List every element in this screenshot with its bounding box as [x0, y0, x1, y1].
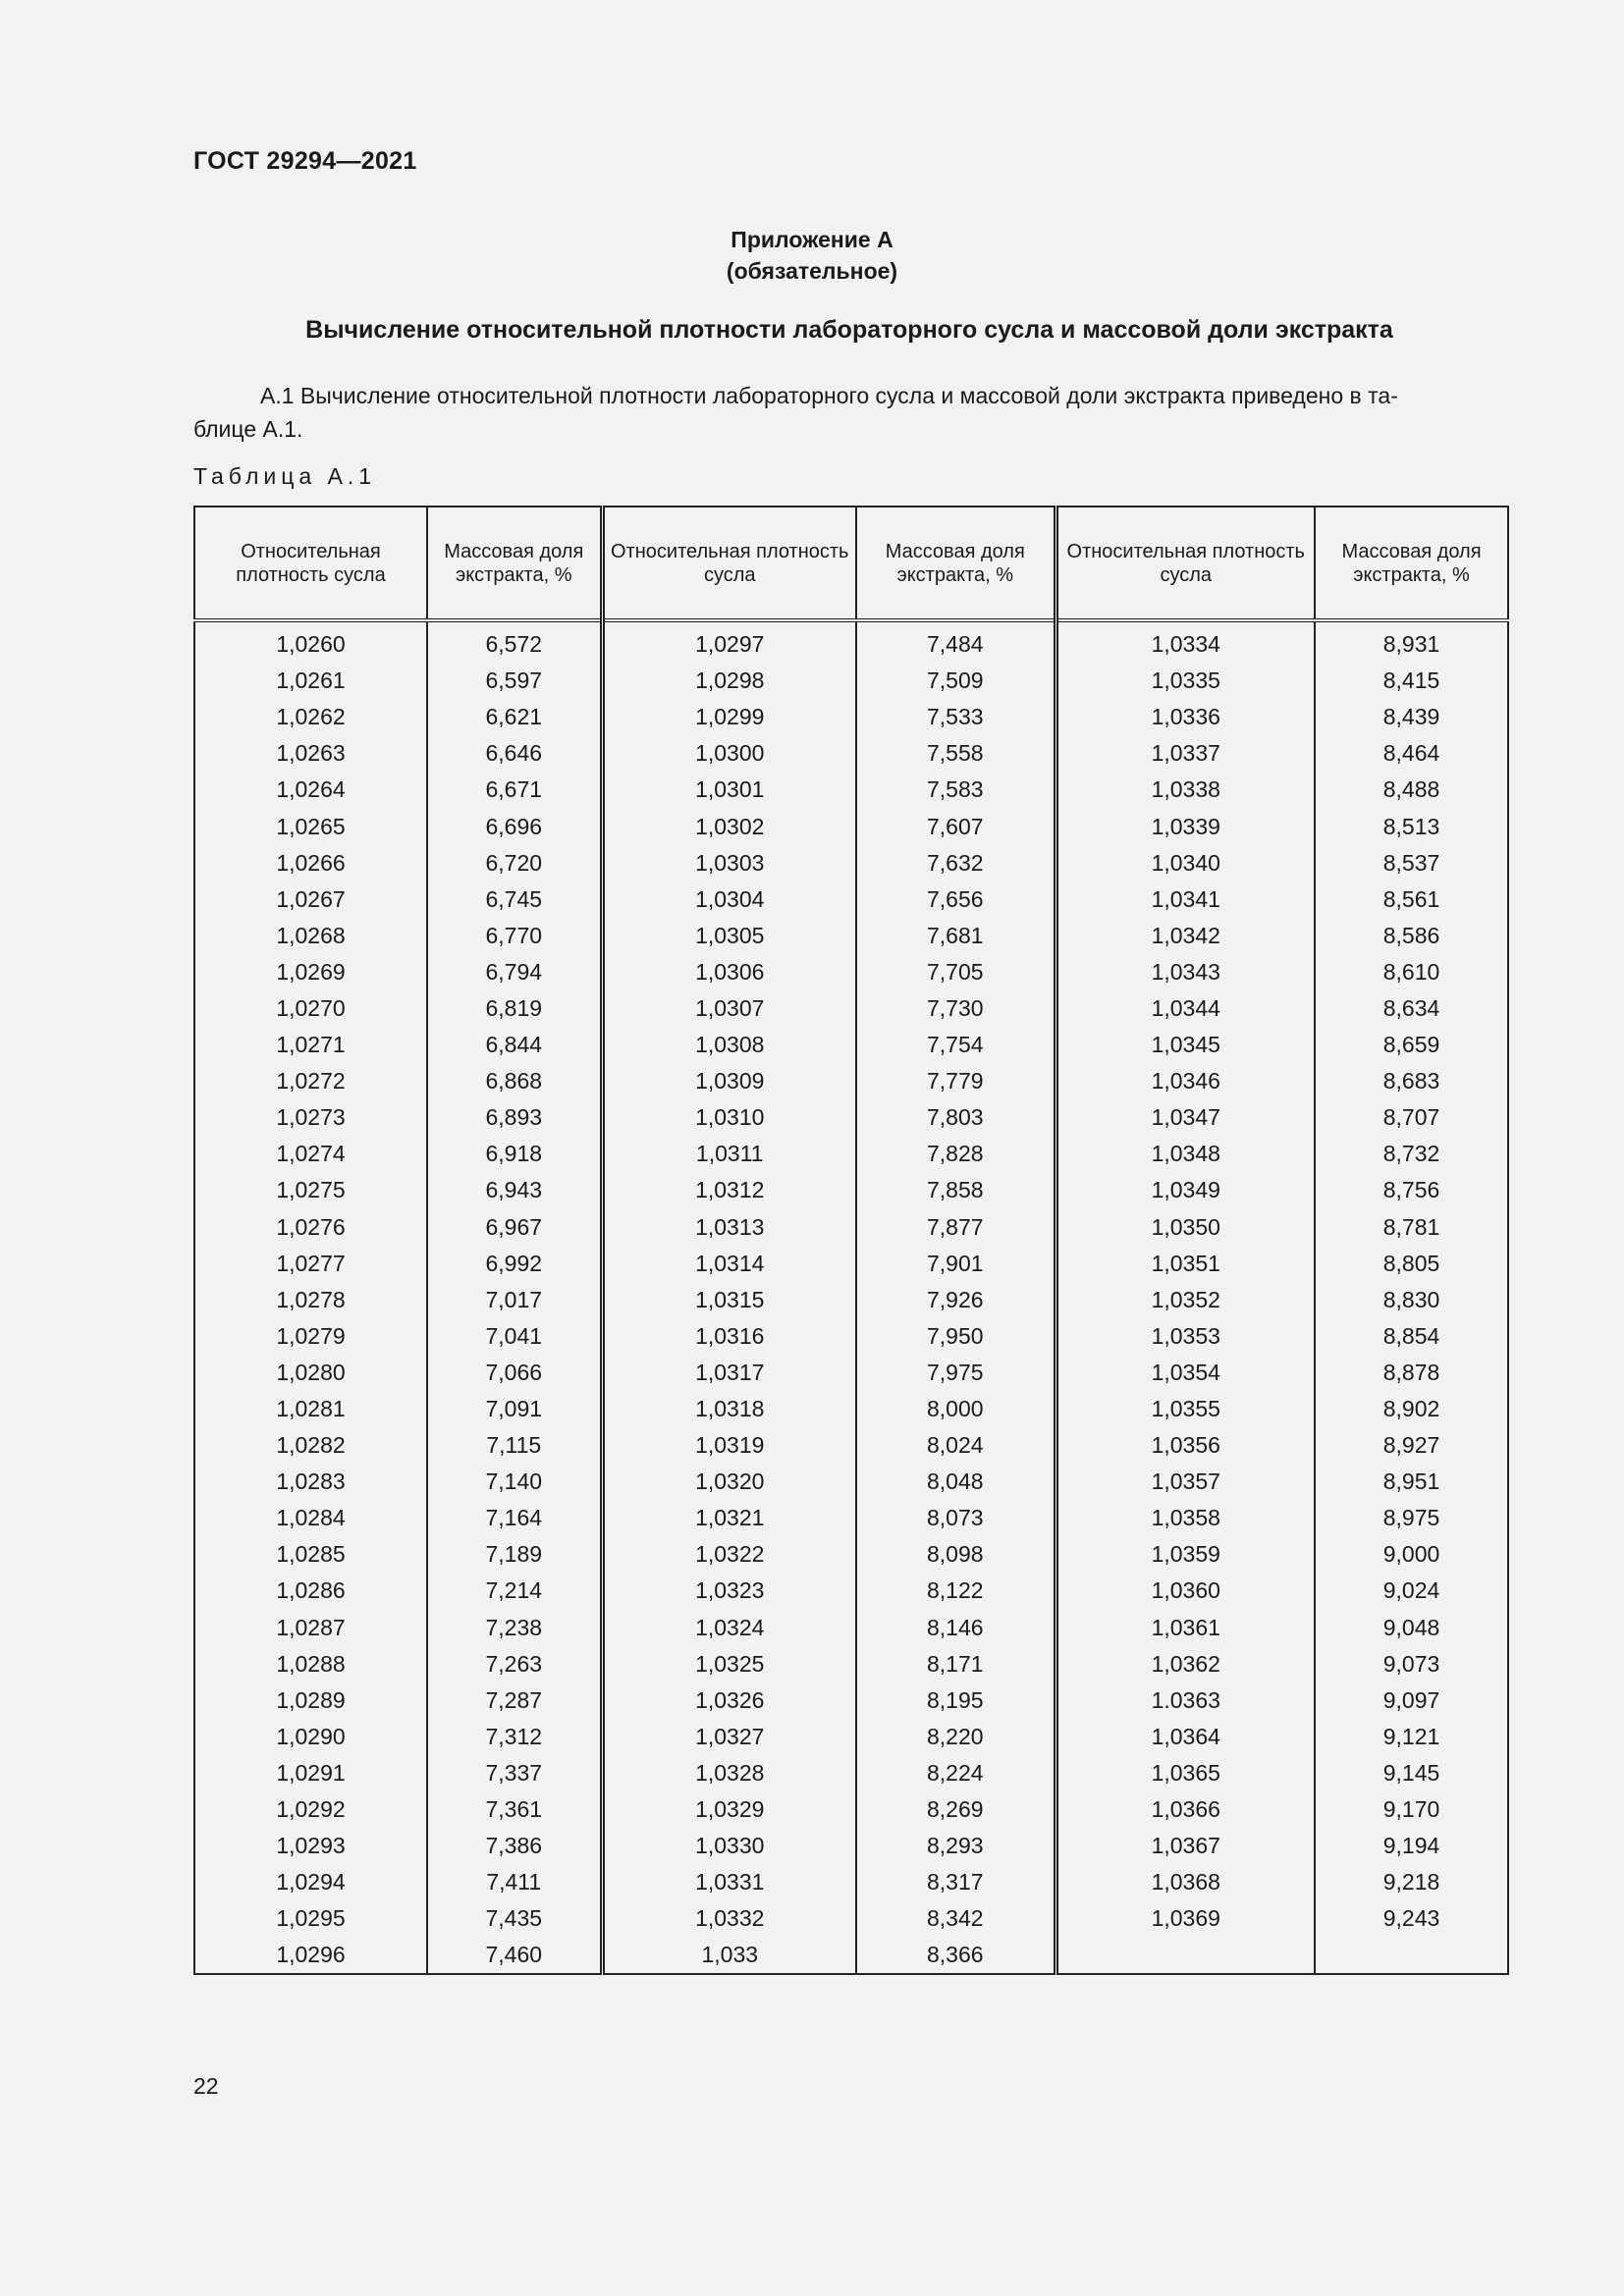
cell-extract-2: 7,509: [856, 663, 1056, 699]
cell-density-2: 1,0325: [602, 1646, 856, 1682]
cell-density-3: 1,0342: [1056, 918, 1315, 954]
cell-density-2: 1,0310: [602, 1099, 856, 1136]
cell-extract-1: 6,992: [427, 1246, 602, 1282]
cell-extract-2: 8,293: [856, 1828, 1056, 1864]
cell-density-1: 1,0269: [194, 954, 427, 990]
cell-density-1: 1,0287: [194, 1610, 427, 1646]
cell-density-2: 1,0326: [602, 1682, 856, 1719]
table-row: [194, 772, 1508, 808]
cell-extract-1: 7,066: [427, 1355, 602, 1391]
cell-extract-1: 7,140: [427, 1464, 602, 1500]
cell-extract-1: 6,572: [427, 620, 602, 663]
cell-density-3: 1,0361: [1056, 1610, 1315, 1646]
cell-extract-1: 7,214: [427, 1573, 602, 1609]
cell-density-2: 1,0321: [602, 1500, 856, 1536]
cell-extract-3: 8,756: [1315, 1172, 1508, 1208]
cell-extract-2: 7,558: [856, 735, 1056, 772]
cell-extract-2: 7,926: [856, 1282, 1056, 1318]
cell-density-1: 1,0281: [194, 1391, 427, 1427]
cell-density-3: 1,0355: [1056, 1391, 1315, 1427]
cell-extract-1: 7,411: [427, 1864, 602, 1900]
cell-extract-3: 8,902: [1315, 1391, 1508, 1427]
cell-extract-2: 8,122: [856, 1573, 1056, 1609]
cell-density-1: 1,0285: [194, 1536, 427, 1573]
table-row: [194, 1318, 1508, 1355]
table-header-row: [194, 507, 1508, 620]
cell-extract-3: 8,561: [1315, 881, 1508, 918]
table-row: [194, 699, 1508, 735]
table-row: [194, 1209, 1508, 1246]
cell-extract-2: 7,858: [856, 1172, 1056, 1208]
cell-extract-2: 8,098: [856, 1536, 1056, 1573]
cell-density-2: 1,0301: [602, 772, 856, 808]
cell-density-1: 1,0272: [194, 1063, 427, 1099]
cell-extract-3: 8,634: [1315, 990, 1508, 1027]
cell-density-3: 1,0357: [1056, 1464, 1315, 1500]
cell-density-1: 1,0283: [194, 1464, 427, 1500]
cell-density-3: 1,0367: [1056, 1828, 1315, 1864]
cell-density-1: 1,0288: [194, 1646, 427, 1682]
cell-density-3: 1,0366: [1056, 1791, 1315, 1828]
col-header-extract-1: Массовая доля экстракта, %: [427, 507, 602, 620]
cell-extract-2: 7,803: [856, 1099, 1056, 1136]
cell-density-3: 1,0362: [1056, 1646, 1315, 1682]
cell-density-1: 1,0295: [194, 1900, 427, 1937]
cell-density-2: 1,0332: [602, 1900, 856, 1937]
cell-density-1: 1,0265: [194, 808, 427, 844]
cell-density-2: 1,0306: [602, 954, 856, 990]
cell-density-2: 1,0313: [602, 1209, 856, 1246]
cell-extract-1: 6,745: [427, 881, 602, 918]
cell-extract-1: 6,770: [427, 918, 602, 954]
cell-extract-1: 6,597: [427, 663, 602, 699]
cell-density-2: 1,0318: [602, 1391, 856, 1427]
table-caption: Таблица А.1: [193, 463, 377, 489]
cell-density-2: 1,0323: [602, 1573, 856, 1609]
cell-extract-1: 7,115: [427, 1427, 602, 1464]
cell-density-3: 1,0364: [1056, 1719, 1315, 1755]
cell-density-3: 1,0350: [1056, 1209, 1315, 1246]
cell-density-2: 1,0330: [602, 1828, 856, 1864]
cell-extract-3: 9,048: [1315, 1610, 1508, 1646]
table-row: [194, 1136, 1508, 1172]
cell-extract-1: 7,312: [427, 1719, 602, 1755]
cell-extract-1: 7,091: [427, 1391, 602, 1427]
cell-extract-2: 7,950: [856, 1318, 1056, 1355]
cell-density-1: 1,0277: [194, 1246, 427, 1282]
cell-extract-3: 8,830: [1315, 1282, 1508, 1318]
cell-density-3: 1,0337: [1056, 735, 1315, 772]
cell-density-2: 1,0320: [602, 1464, 856, 1500]
cell-density-2: 1,0328: [602, 1755, 856, 1791]
cell-extract-1: 7,287: [427, 1682, 602, 1719]
cell-extract-2: 8,269: [856, 1791, 1056, 1828]
table-row: [194, 954, 1508, 990]
cell-density-3: 1,0339: [1056, 808, 1315, 844]
table-row: [194, 845, 1508, 881]
cell-density-3: 1,0353: [1056, 1318, 1315, 1355]
appendix-title: Приложение А: [731, 227, 893, 252]
cell-extract-2: 7,583: [856, 772, 1056, 808]
table-row: [194, 1610, 1508, 1646]
cell-extract-3: 9,218: [1315, 1864, 1508, 1900]
cell-extract-2: 7,484: [856, 620, 1056, 663]
cell-density-3: [1056, 1937, 1315, 1974]
cell-density-1: 1,0291: [194, 1755, 427, 1791]
cell-density-1: 1,0263: [194, 735, 427, 772]
cell-density-2: 1,033: [602, 1937, 856, 1974]
cell-density-1: 1,0260: [194, 620, 427, 663]
cell-extract-3: 8,513: [1315, 808, 1508, 844]
cell-extract-1: 7,189: [427, 1536, 602, 1573]
section-title: Вычисление относительной плотности лабораторного сусла и массовой доли экстракта: [305, 316, 1393, 344]
cell-density-2: 1,0303: [602, 845, 856, 881]
cell-density-1: 1,0293: [194, 1828, 427, 1864]
cell-density-1: 1,0294: [194, 1864, 427, 1900]
cell-density-1: 1,0289: [194, 1682, 427, 1719]
cell-density-1: 1,0264: [194, 772, 427, 808]
cell-extract-1: 6,819: [427, 990, 602, 1027]
cell-extract-3: 8,878: [1315, 1355, 1508, 1391]
cell-extract-1: 6,671: [427, 772, 602, 808]
cell-density-1: 1,0292: [194, 1791, 427, 1828]
cell-density-2: 1,0327: [602, 1719, 856, 1755]
table-row: [194, 1864, 1508, 1900]
cell-density-2: 1,0331: [602, 1864, 856, 1900]
cell-extract-2: 7,705: [856, 954, 1056, 990]
cell-extract-3: 8,415: [1315, 663, 1508, 699]
cell-extract-3: 8,854: [1315, 1318, 1508, 1355]
cell-extract-2: 7,607: [856, 808, 1056, 844]
cell-extract-1: 7,238: [427, 1610, 602, 1646]
table-row: [194, 1099, 1508, 1136]
table-row: [194, 1246, 1508, 1282]
table-row: [194, 1719, 1508, 1755]
cell-extract-3: 8,439: [1315, 699, 1508, 735]
cell-density-2: 1,0316: [602, 1318, 856, 1355]
cell-density-2: 1,0311: [602, 1136, 856, 1172]
cell-extract-1: 7,361: [427, 1791, 602, 1828]
cell-extract-2: 8,317: [856, 1864, 1056, 1900]
page-number: 22: [193, 2073, 219, 2099]
cell-extract-1: 6,646: [427, 735, 602, 772]
intro-line-1: А.1 Вычисление относительной плотности лабораторного сусла и массовой доли экстракта приведено в та-: [260, 383, 1398, 408]
cell-density-3: 1,0351: [1056, 1246, 1315, 1282]
table-row: [194, 1536, 1508, 1573]
cell-extract-2: 7,877: [856, 1209, 1056, 1246]
col-header-extract-2: Массовая доля экстракта, %: [856, 507, 1056, 620]
cell-extract-2: 7,681: [856, 918, 1056, 954]
cell-density-3: 1,0334: [1056, 620, 1315, 663]
cell-density-1: 1,0284: [194, 1500, 427, 1536]
table-row: [194, 808, 1508, 844]
intro-line-2: блице А.1.: [193, 416, 303, 442]
cell-extract-2: 7,632: [856, 845, 1056, 881]
cell-extract-3: 9,170: [1315, 1791, 1508, 1828]
cell-density-3: 1,0347: [1056, 1099, 1315, 1136]
cell-extract-3: 9,194: [1315, 1828, 1508, 1864]
cell-density-3: 1,0344: [1056, 990, 1315, 1027]
table-row: [194, 620, 1508, 663]
cell-density-2: 1,0329: [602, 1791, 856, 1828]
cell-extract-2: 8,366: [856, 1937, 1056, 1974]
table-row: [194, 1464, 1508, 1500]
cell-extract-3: 8,781: [1315, 1209, 1508, 1246]
cell-extract-3: 9,097: [1315, 1682, 1508, 1719]
cell-density-1: 1,0266: [194, 845, 427, 881]
intro-paragraph: [193, 379, 1509, 446]
cell-extract-2: 8,000: [856, 1391, 1056, 1427]
cell-density-1: 1,0280: [194, 1355, 427, 1391]
table-row: [194, 918, 1508, 954]
cell-density-3: 1.0363: [1056, 1682, 1315, 1719]
cell-density-3: 1,0359: [1056, 1536, 1315, 1573]
cell-density-3: 1,0369: [1056, 1900, 1315, 1937]
table-row: [194, 990, 1508, 1027]
cell-density-2: 1,0317: [602, 1355, 856, 1391]
density-table: [193, 506, 1509, 1975]
cell-extract-3: 8,610: [1315, 954, 1508, 990]
col-header-density-2: Относительная плотность сусла: [602, 507, 856, 620]
cell-extract-1: 6,720: [427, 845, 602, 881]
table-row: [194, 1391, 1508, 1427]
cell-extract-3: 8,732: [1315, 1136, 1508, 1172]
table-row: [194, 1900, 1508, 1937]
cell-extract-2: 8,048: [856, 1464, 1056, 1500]
cell-extract-3: 8,975: [1315, 1500, 1508, 1536]
appendix-heading: [0, 224, 1624, 287]
cell-density-1: 1,0276: [194, 1209, 427, 1246]
cell-density-3: 1,0354: [1056, 1355, 1315, 1391]
table-row: [194, 1937, 1508, 1974]
cell-extract-2: 7,828: [856, 1136, 1056, 1172]
cell-density-1: 1,0267: [194, 881, 427, 918]
cell-extract-3: 8,659: [1315, 1027, 1508, 1063]
cell-density-3: 1,0348: [1056, 1136, 1315, 1172]
cell-density-1: 1,0262: [194, 699, 427, 735]
cell-density-3: 1,0352: [1056, 1282, 1315, 1318]
cell-density-2: 1,0297: [602, 620, 856, 663]
cell-extract-1: 6,868: [427, 1063, 602, 1099]
cell-extract-1: 7,041: [427, 1318, 602, 1355]
cell-density-3: 1,0336: [1056, 699, 1315, 735]
cell-extract-2: 8,224: [856, 1755, 1056, 1791]
cell-extract-3: 9,121: [1315, 1719, 1508, 1755]
col-header-density-1: Относительная плотность сусла: [194, 507, 427, 620]
cell-density-1: 1,0290: [194, 1719, 427, 1755]
cell-density-1: 1,0278: [194, 1282, 427, 1318]
cell-density-1: 1,0296: [194, 1937, 427, 1974]
cell-extract-3: 8,707: [1315, 1099, 1508, 1136]
cell-extract-3: 9,000: [1315, 1536, 1508, 1573]
col-header-extract-3: Массовая доля экстракта, %: [1315, 507, 1508, 620]
cell-extract-1: 6,696: [427, 808, 602, 844]
table-row: [194, 1355, 1508, 1391]
cell-density-1: 1,0271: [194, 1027, 427, 1063]
table-row: [194, 1755, 1508, 1791]
cell-density-2: 1,0308: [602, 1027, 856, 1063]
cell-extract-2: 8,146: [856, 1610, 1056, 1646]
table-row: [194, 881, 1508, 918]
table-row: [194, 663, 1508, 699]
cell-density-1: 1,0270: [194, 990, 427, 1027]
cell-density-1: 1,0275: [194, 1172, 427, 1208]
cell-extract-2: 7,533: [856, 699, 1056, 735]
table-row: [194, 1172, 1508, 1208]
cell-extract-2: 8,073: [856, 1500, 1056, 1536]
cell-extract-3: 8,927: [1315, 1427, 1508, 1464]
cell-extract-3: 9,145: [1315, 1755, 1508, 1791]
cell-extract-2: 8,171: [856, 1646, 1056, 1682]
cell-extract-2: 8,024: [856, 1427, 1056, 1464]
table-body: [194, 620, 1508, 1974]
cell-density-2: 1,0305: [602, 918, 856, 954]
cell-density-1: 1,0282: [194, 1427, 427, 1464]
cell-extract-1: 7,460: [427, 1937, 602, 1974]
cell-density-1: 1,0279: [194, 1318, 427, 1355]
cell-density-1: 1,0268: [194, 918, 427, 954]
cell-extract-2: 8,220: [856, 1719, 1056, 1755]
appendix-status: (обязательное): [726, 258, 898, 284]
cell-extract-1: 7,337: [427, 1755, 602, 1791]
cell-extract-3: 8,464: [1315, 735, 1508, 772]
table-row: [194, 735, 1508, 772]
col-header-density-3: Относительная плотность сусла: [1056, 507, 1315, 620]
cell-density-3: 1,0365: [1056, 1755, 1315, 1791]
cell-extract-1: 7,017: [427, 1282, 602, 1318]
cell-density-2: 1,0300: [602, 735, 856, 772]
table-row: [194, 1828, 1508, 1864]
cell-density-2: 1,0304: [602, 881, 856, 918]
table-row: [194, 1427, 1508, 1464]
cell-extract-2: 7,754: [856, 1027, 1056, 1063]
cell-extract-3: 9,024: [1315, 1573, 1508, 1609]
table-row: [194, 1791, 1508, 1828]
cell-density-3: 1,0349: [1056, 1172, 1315, 1208]
cell-extract-1: 6,844: [427, 1027, 602, 1063]
cell-density-3: 1,0338: [1056, 772, 1315, 808]
cell-density-3: 1,0346: [1056, 1063, 1315, 1099]
cell-extract-2: 8,342: [856, 1900, 1056, 1937]
cell-density-2: 1,0299: [602, 699, 856, 735]
cell-extract-3: 8,805: [1315, 1246, 1508, 1282]
cell-extract-2: 7,975: [856, 1355, 1056, 1391]
cell-extract-1: 7,435: [427, 1900, 602, 1937]
cell-extract-1: 6,943: [427, 1172, 602, 1208]
cell-density-3: 1,0335: [1056, 663, 1315, 699]
cell-extract-3: 8,488: [1315, 772, 1508, 808]
cell-density-3: 1,0345: [1056, 1027, 1315, 1063]
cell-extract-2: 7,730: [856, 990, 1056, 1027]
cell-extract-3: 8,586: [1315, 918, 1508, 954]
cell-extract-1: 7,164: [427, 1500, 602, 1536]
cell-density-2: 1,0298: [602, 663, 856, 699]
cell-density-3: 1,0356: [1056, 1427, 1315, 1464]
cell-density-2: 1,0302: [602, 808, 856, 844]
cell-density-3: 1,0341: [1056, 881, 1315, 918]
cell-extract-1: 6,893: [427, 1099, 602, 1136]
cell-density-3: 1,0368: [1056, 1864, 1315, 1900]
cell-extract-1: 6,918: [427, 1136, 602, 1172]
cell-extract-1: 7,263: [427, 1646, 602, 1682]
cell-extract-1: 6,967: [427, 1209, 602, 1246]
cell-density-2: 1,0312: [602, 1172, 856, 1208]
cell-density-2: 1,0322: [602, 1536, 856, 1573]
table-row: [194, 1027, 1508, 1063]
cell-extract-2: 7,656: [856, 881, 1056, 918]
table-row: [194, 1063, 1508, 1099]
cell-density-2: 1,0324: [602, 1610, 856, 1646]
cell-density-3: 1,0340: [1056, 845, 1315, 881]
table-row: [194, 1573, 1508, 1609]
cell-extract-3: 8,683: [1315, 1063, 1508, 1099]
cell-density-2: 1,0319: [602, 1427, 856, 1464]
cell-density-3: 1,0343: [1056, 954, 1315, 990]
cell-density-3: 1,0360: [1056, 1573, 1315, 1609]
table-row: [194, 1682, 1508, 1719]
cell-density-1: 1,0273: [194, 1099, 427, 1136]
table-row: [194, 1282, 1508, 1318]
cell-density-1: 1,0261: [194, 663, 427, 699]
cell-extract-3: 8,537: [1315, 845, 1508, 881]
cell-density-2: 1,0315: [602, 1282, 856, 1318]
cell-density-1: 1,0286: [194, 1573, 427, 1609]
document-code: ГОСТ 29294—2021: [193, 147, 417, 175]
cell-density-3: 1,0358: [1056, 1500, 1315, 1536]
cell-density-2: 1,0307: [602, 990, 856, 1027]
cell-density-2: 1,0314: [602, 1246, 856, 1282]
cell-extract-2: 7,779: [856, 1063, 1056, 1099]
cell-extract-3: 8,931: [1315, 620, 1508, 663]
cell-extract-3: 9,073: [1315, 1646, 1508, 1682]
cell-extract-1: 7,386: [427, 1828, 602, 1864]
cell-density-1: 1,0274: [194, 1136, 427, 1172]
table-row: [194, 1646, 1508, 1682]
cell-extract-3: 9,243: [1315, 1900, 1508, 1937]
table-row: [194, 1500, 1508, 1536]
cell-extract-3: [1315, 1937, 1508, 1974]
cell-extract-2: 7,901: [856, 1246, 1056, 1282]
cell-extract-2: 8,195: [856, 1682, 1056, 1719]
cell-extract-3: 8,951: [1315, 1464, 1508, 1500]
cell-density-2: 1,0309: [602, 1063, 856, 1099]
cell-extract-1: 6,794: [427, 954, 602, 990]
cell-extract-1: 6,621: [427, 699, 602, 735]
